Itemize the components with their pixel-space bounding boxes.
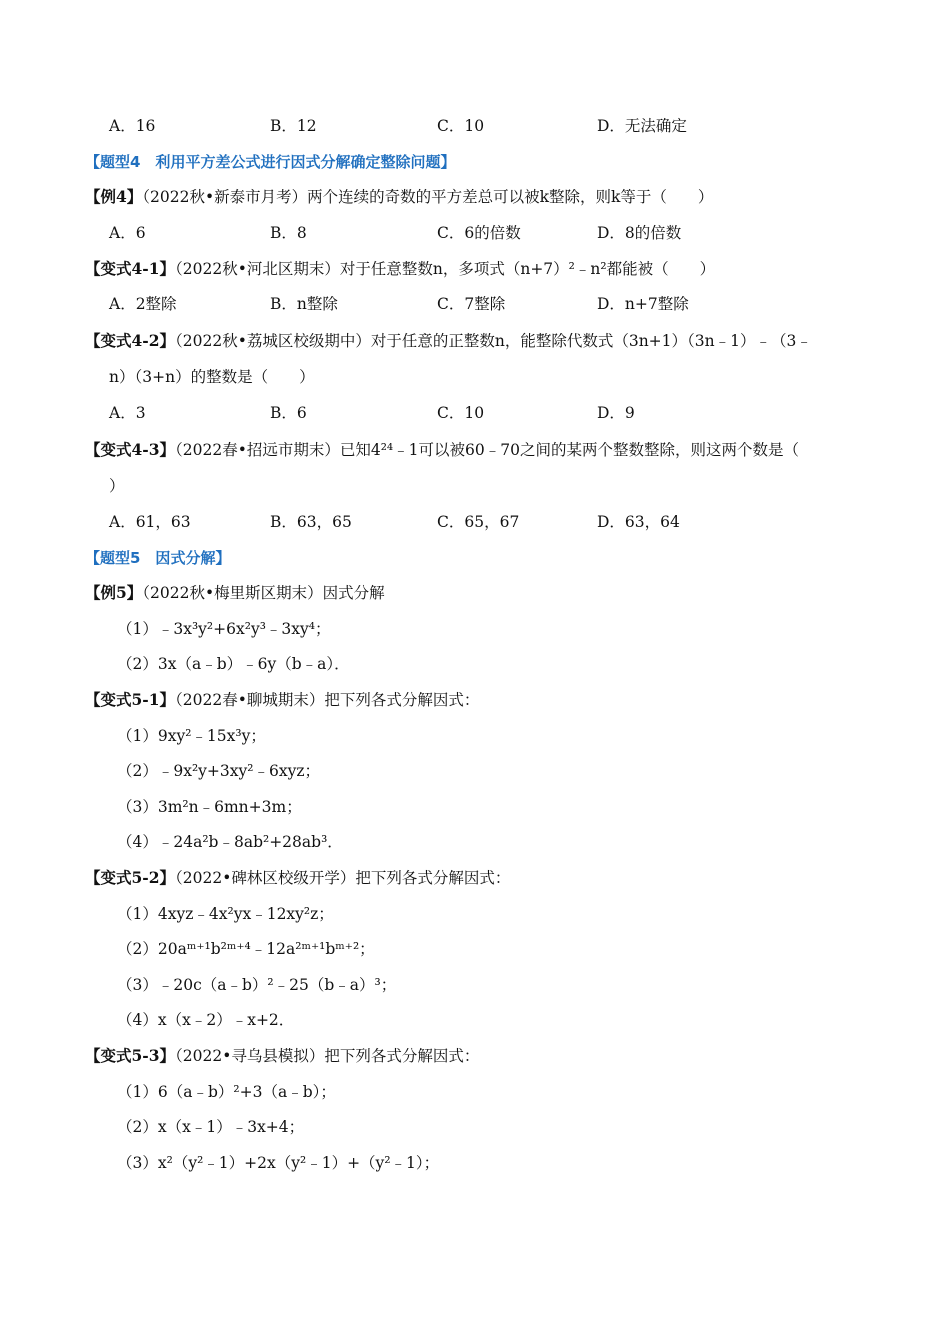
list-item: （3）3m²n﹣6mn+3m； <box>117 798 302 816</box>
option-a: A．16 <box>109 117 156 135</box>
section-5-heading: 【题型5 因式分解】 <box>85 549 231 567</box>
option-b: B．12 <box>270 117 317 135</box>
list-item: （2）﹣9x²y+3xy²﹣6xyz； <box>117 762 321 780</box>
list-item: （4）﹣24a²b﹣8ab²+28ab³． <box>117 833 343 851</box>
option-c: C．10 <box>437 404 485 422</box>
option-d: D．n+7整除 <box>597 295 689 313</box>
list-item: （2）3x（a﹣b）﹣6y（b﹣a）． <box>117 655 350 673</box>
option-b: B．n整除 <box>270 295 338 313</box>
variant-4-3-label: 【变式4-3】 <box>85 440 176 459</box>
list-item: （4）x（x﹣2）﹣x+2． <box>117 1011 295 1029</box>
variant-5-2-label: 【变式5-2】 <box>85 868 176 887</box>
list-item: （2）x（x﹣1）﹣3x+4； <box>117 1118 305 1136</box>
example-5 <box>85 582 385 604</box>
list-item: （1）9xy²﹣15x³y； <box>117 727 266 745</box>
variant-5-3-text: （2022•寻乌县模拟）把下列各式分解因式： <box>175 1047 480 1065</box>
list-item: （1）﹣3x³y²+6x²y³﹣3xy⁴； <box>117 620 331 638</box>
example-4-label: 【例4】 <box>85 187 143 206</box>
variant-5-3-label: 【变式5-3】 <box>85 1046 176 1065</box>
option-d: D．9 <box>597 404 635 422</box>
variant-4-1-label: 【变式4-1】 <box>85 259 176 278</box>
variant-5-2 <box>85 867 510 889</box>
option-c: C．7整除 <box>437 295 506 313</box>
variant-4-2 <box>85 330 812 352</box>
example-4-text: （2022秋•新泰市月考）两个连续的奇数的平方差总可以被k整除，则k等于（ ） <box>142 188 714 206</box>
list-item: （1）6（a﹣b）²+3（a﹣b）； <box>117 1083 336 1101</box>
option-b: B．8 <box>270 224 307 242</box>
variant-4-2-text: （2022秋•荔城区校级期中）对于任意的正整数n，能整除代数式（3n+1）（3n﹣1）﹣（3﹣ <box>175 332 812 350</box>
option-d: D．63，64 <box>597 513 680 531</box>
option-a: A．2整除 <box>109 295 177 313</box>
variant-4-3 <box>85 439 799 461</box>
option-d: D．8的倍数 <box>597 224 682 242</box>
variant-5-1 <box>85 689 479 711</box>
variant-4-1 <box>85 258 715 280</box>
variant-4-2-label: 【变式4-2】 <box>85 331 176 350</box>
variant-5-2-text: （2022•碑林区校级开学）把下列各式分解因式： <box>175 869 511 887</box>
option-b: B．63，65 <box>270 513 352 531</box>
example-4 <box>85 186 713 208</box>
variant-4-3-continued: ） <box>109 477 125 495</box>
example-5-text: （2022秋•梅里斯区期末）因式分解 <box>142 584 385 602</box>
variant-4-3-text: （2022春•招远市期末）已知4²⁴﹣1可以被60﹣70之间的某两个整数整除，则这两个数是（ <box>175 441 799 459</box>
option-d: D．无法确定 <box>597 117 687 135</box>
variant-4-2-continued: n）（3+n）的整数是（ ） <box>109 368 315 386</box>
option-c: C．10 <box>437 117 485 135</box>
variant-5-3 <box>85 1045 479 1067</box>
option-c: C．65，67 <box>437 513 520 531</box>
option-a: A．6 <box>109 224 146 242</box>
list-item: （3）x²（y²﹣1）+2x（y²﹣1）+（y²﹣1）； <box>117 1154 440 1172</box>
list-item: （1）4xyz﹣4x²yx﹣12xy²z； <box>117 905 334 923</box>
example-5-label: 【例5】 <box>85 583 143 602</box>
list-item: （3）﹣20c（a﹣b）²﹣25（b﹣a）³； <box>117 976 397 994</box>
section-4-heading: 【题型4 利用平方差公式进行因式分解确定整除问题】 <box>85 153 456 171</box>
option-a: A．61，63 <box>109 513 191 531</box>
list-item: （2）20aᵐ⁺¹b²ᵐ⁺⁴﹣12a²ᵐ⁺¹bᵐ⁺²； <box>117 940 375 958</box>
option-c: C．6的倍数 <box>437 224 521 242</box>
option-b: B．6 <box>270 404 307 422</box>
variant-5-1-text: （2022春•聊城期末）把下列各式分解因式： <box>175 691 480 709</box>
variant-4-1-text: （2022秋•河北区期末）对于任意整数n，多项式（n+7）²﹣n²都能被（ ） <box>175 260 716 278</box>
variant-5-1-label: 【变式5-1】 <box>85 690 176 709</box>
option-a: A．3 <box>109 404 146 422</box>
